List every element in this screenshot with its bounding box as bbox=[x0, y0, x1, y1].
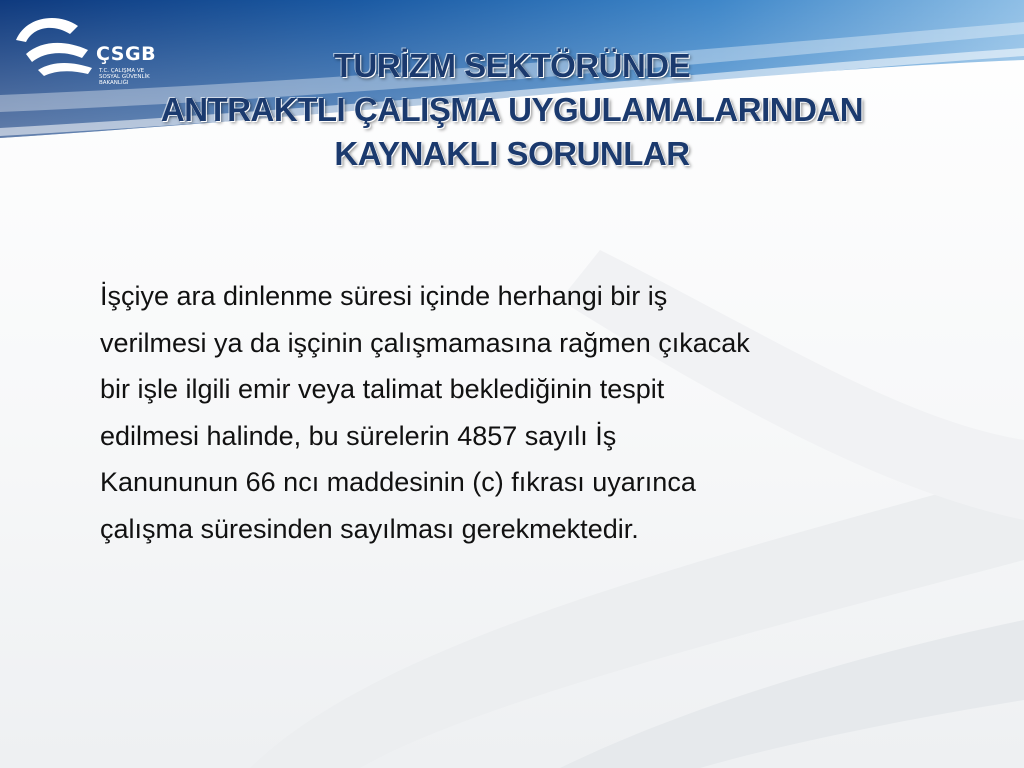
logo-subtitle-line: BAKANLIĞI bbox=[99, 80, 129, 87]
body-line: edilmesi halinde, bu sürelerin 4857 sayılı İş bbox=[100, 420, 617, 451]
body-line: Kanununun 66 ncı maddesinin (c) fıkrası uyarınca bbox=[100, 467, 696, 497]
logo-subtitle-line: SOSYAL GÜVENLİK bbox=[99, 74, 150, 81]
body-line: bir işle ilgili emir veya talimat beklediğinin tespit bbox=[100, 374, 665, 404]
slide-title bbox=[60, 44, 964, 176]
body-paragraph bbox=[100, 273, 980, 552]
body-line: verilmesi ya da işçinin çalışmamasına rağmen çıkacak bbox=[100, 327, 750, 358]
logo-name: ÇSGB bbox=[96, 43, 157, 65]
title-line: KAYNAKLI SORUNLAR bbox=[334, 135, 690, 172]
logo-subtitle-line: T.C. ÇALIŞMA VE bbox=[99, 68, 145, 74]
title-line: TURİZM SEKTÖRÜNDE bbox=[333, 47, 691, 84]
body-line: İşçiye ara dinlenme süresi içinde herhangi bir iş bbox=[100, 281, 668, 311]
body-line: çalışma süresinden sayılması gerekmektedir. bbox=[100, 513, 639, 544]
title-line: ANTRAKTLI ÇALIŞMA UYGULAMALARINDAN bbox=[160, 91, 864, 128]
